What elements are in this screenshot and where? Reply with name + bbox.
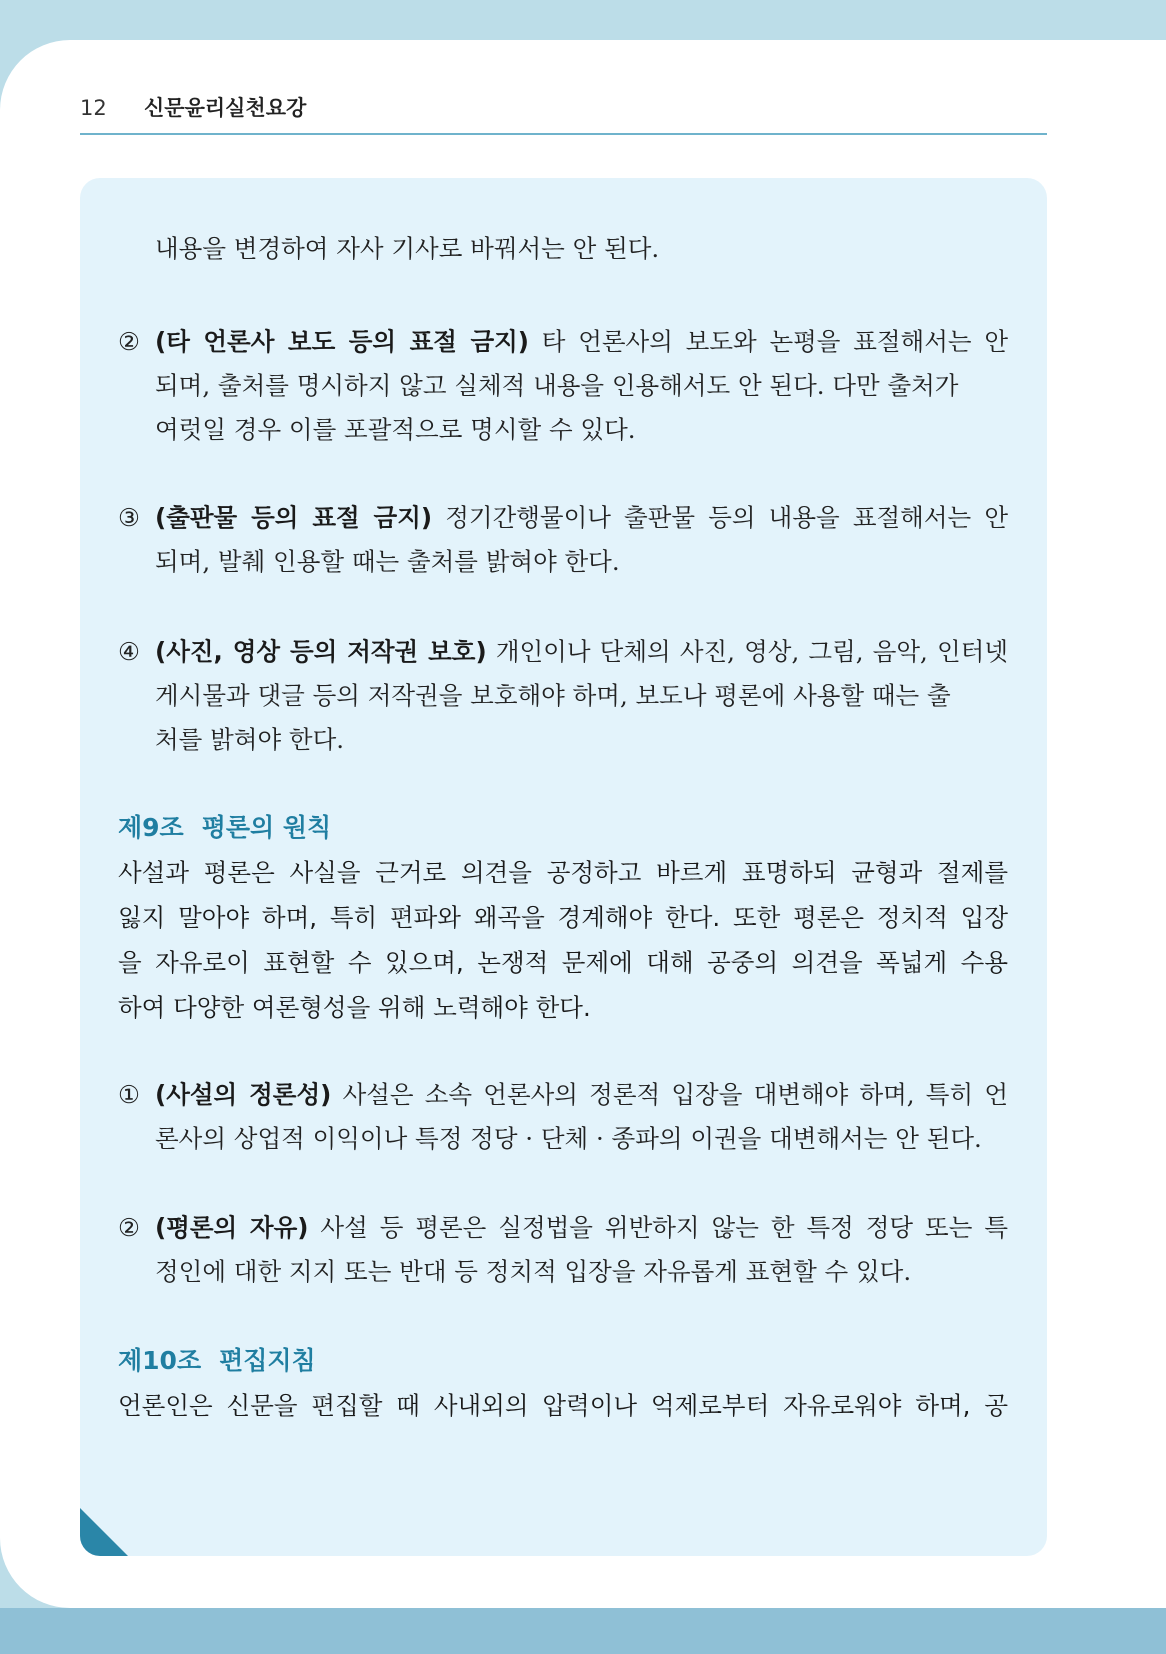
article-heading — [118, 808, 331, 848]
list-item-line: 처를 밝혀야 한다. — [155, 725, 345, 754]
item-number: ② — [118, 327, 140, 356]
item-title: (사설의 정론성) — [155, 1080, 332, 1109]
item-text: 개인이나 단체의 사진, 영상, 그림, 음악, 인터넷 — [495, 637, 1008, 666]
item-number: ③ — [118, 503, 140, 532]
item-number: ① — [118, 1080, 140, 1109]
list-item-line: 되며, 발췌 인용할 때는 출처를 밝혀야 한다. — [155, 547, 620, 576]
page-number: 12 — [80, 96, 107, 120]
list-item-line — [118, 628, 1008, 675]
item-text: 정기간행물이나 출판물 등의 내용을 표절해서는 안 — [445, 503, 1008, 532]
article-body-line: 을 자유로이 표현할 수 있으며, 논쟁적 문제에 대해 공중의 의견을 폭넓게 수용 — [118, 948, 1008, 977]
list-item-line: 론사의 상업적 이익이나 특정 정당 · 단체 · 종파의 이권을 대변해서는 안 된다. — [155, 1124, 982, 1153]
article-body-line: 언론인은 신문을 편집할 때 사내외의 압력이나 억제로부터 자유로워야 하며, 공 — [118, 1391, 1008, 1420]
item-text: 사설 등 평론은 실정법을 위반하지 않는 한 특정 정당 또는 특 — [320, 1213, 1008, 1242]
list-item-line: 정인에 대한 지지 또는 반대 등 정치적 입장을 자유롭게 표현할 수 있다. — [155, 1257, 912, 1286]
list-item-line: 되며, 출처를 명시하지 않고 실체적 내용을 인용해서도 안 된다. 다만 출처가 — [155, 371, 959, 400]
article-number: 제9조 — [118, 813, 184, 842]
article-title: 편집지침 — [219, 1346, 316, 1375]
continued-paragraph-line: 내용을 변경하여 자사 기사로 바꿔서는 안 된다. — [155, 234, 660, 263]
item-number: ② — [118, 1213, 140, 1242]
header-divider — [80, 133, 1047, 135]
book-title: 신문윤리실천요강 — [144, 96, 307, 120]
list-item-line — [118, 1204, 1008, 1251]
article-body-line: 잃지 말아야 하며, 특히 편파와 왜곡을 경계해야 한다. 또한 평론은 정치적 입장 — [118, 903, 1008, 932]
list-item-line: 게시물과 댓글 등의 저작권을 보호해야 하며, 보도나 평론에 사용할 때는 출 — [155, 681, 951, 710]
list-item-line: 여럿일 경우 이를 포괄적으로 명시할 수 있다. — [155, 415, 636, 444]
article-body-line: 사설과 평론은 사실을 근거로 의견을 공정하고 바르게 표명하되 균형과 절제를 — [118, 858, 1008, 887]
content-panel — [80, 178, 1047, 1556]
bottom-background-band — [0, 1608, 1166, 1654]
item-title: (평론의 자유) — [155, 1213, 309, 1242]
item-title: (사진, 영상 등의 저작권 보호) — [155, 637, 487, 666]
item-text: 사설은 소속 언론사의 정론적 입장을 대변해야 하며, 특히 언 — [342, 1080, 1008, 1109]
item-number: ④ — [118, 637, 140, 666]
item-title: (출판물 등의 표절 금지) — [155, 503, 433, 532]
article-body-line: 하여 다양한 여론형성을 위해 노력해야 한다. — [118, 993, 591, 1022]
running-header — [80, 92, 306, 122]
top-background-band — [0, 0, 1166, 40]
list-item-line — [118, 318, 1008, 365]
article-title: 평론의 원칙 — [201, 813, 332, 842]
article-heading — [118, 1341, 316, 1381]
list-item-line — [118, 494, 1008, 541]
list-item-line — [118, 1071, 1008, 1118]
item-title: (타 언론사 보도 등의 표절 금지) — [155, 327, 529, 356]
item-text: 타 언론사의 보도와 논평을 표절해서는 안 — [541, 327, 1009, 356]
article-number: 제10조 — [118, 1346, 202, 1375]
corner-triangle-mark — [80, 1508, 128, 1556]
